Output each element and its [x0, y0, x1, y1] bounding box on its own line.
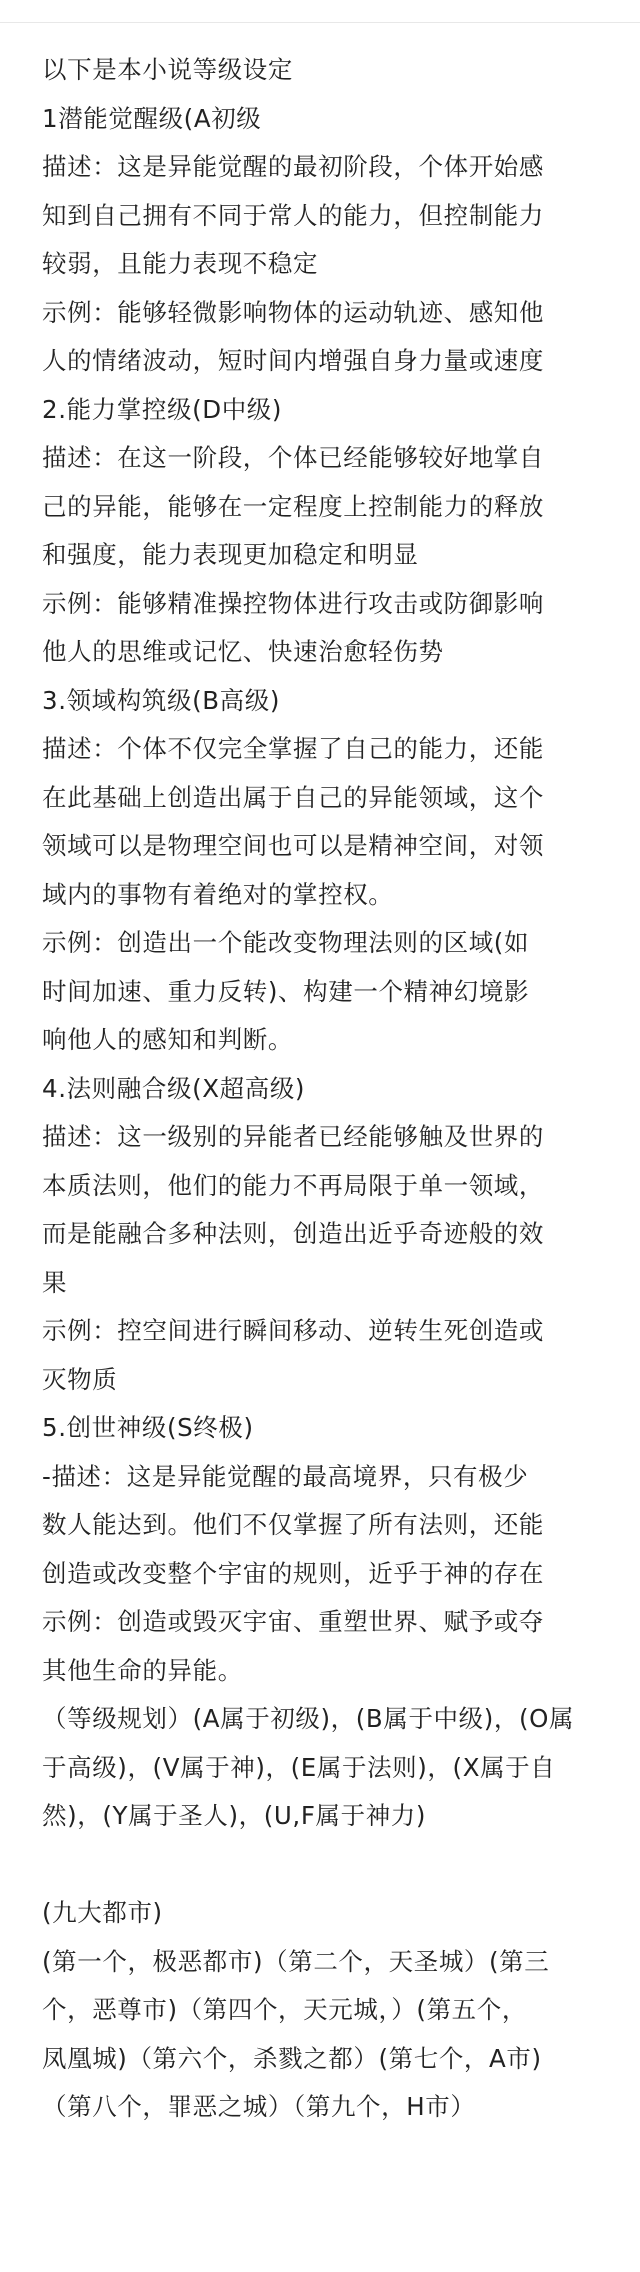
text-line: 和强度，能力表现更加稳定和明显 — [42, 540, 419, 569]
text-line: 示例：创造出一个能改变物理法则的区域(如 — [42, 928, 530, 957]
text-line: 1潜能觉醒级(A初级 — [42, 103, 262, 133]
text-line: (第一个，极恶都市)（第二个，天圣城）(第三 — [42, 1946, 550, 1976]
text-line: 知到自己拥有不同于常人的能力，但控制能力 — [42, 200, 544, 230]
text-line: (九大都市) — [42, 1898, 163, 1927]
text-line: 创造或改变整个宇宙的规则，近乎于神的存在 — [42, 1558, 544, 1588]
text-line: 灭物质 — [42, 1364, 118, 1394]
text-line: 果 — [42, 1267, 68, 1297]
text-line: 2.能力掌控级(D中级) — [42, 394, 283, 424]
top-divider — [0, 22, 640, 23]
text-line: 数人能达到。他们不仅掌握了所有法则，还能 — [42, 1510, 544, 1539]
text-line: 凤凰城)（第六个，杀戮之都）(第七个，A市) — [42, 2043, 542, 2073]
text-line: 人的情绪波动，短时间内增强自身力量或速度 — [42, 346, 544, 375]
text-line: 示例：创造或毁灭宇宙、重塑世界、赋予或夺 — [42, 1607, 544, 1636]
text-line: 时间加速、重力反转)、构建一个精神幻境影 — [42, 976, 530, 1006]
text-line: 响他人的感知和判断。 — [42, 1025, 293, 1054]
text-line: 描述：这一级别的异能者已经能够触及世界的 — [42, 1122, 544, 1151]
text-line: 示例：能够轻微影响物体的运动轨迹、感知他 — [42, 297, 544, 327]
text-line: 然)，(Y属于圣人)，(U,F属于神力) — [42, 1801, 427, 1830]
text-line: 示例：能够精准操控物体进行攻击或防御影响 — [42, 588, 544, 618]
text-line: 他人的思维或记忆、快速治愈轻伤势 — [42, 637, 444, 666]
text-line: 3.领域构筑级(B高级) — [42, 685, 280, 715]
text-line: 在此基础上创造出属于自己的异能领域，这个 — [42, 782, 544, 812]
text-line: （第八个，罪恶之城）（第九个，H市） — [42, 2092, 476, 2121]
text-line: 其他生命的异能。 — [42, 1655, 243, 1685]
text-line: 己的异能，能够在一定程度上控制能力的释放 — [42, 491, 544, 521]
text-line: 域内的事物有着绝对的掌控权。 — [42, 879, 394, 909]
text-line: 4.法则融合级(X超高级) — [42, 1073, 306, 1103]
text-line: 领域可以是物理空间也可以是精神空间，对领 — [42, 831, 544, 860]
blank-line — [42, 1841, 602, 1890]
text-line: 示例：控空间进行瞬间移动、逆转生死创造或 — [42, 1316, 544, 1345]
text-line: 描述：个体不仅完全掌握了自己的能力，还能 — [42, 734, 544, 763]
text-line: 而是能融合多种法则，创造出近乎奇迹般的效 — [42, 1219, 544, 1248]
text-line: 本质法则，他们的能力不再局限于单一领域， — [42, 1170, 544, 1200]
text-line: （等级规划）(A属于初级)，(B属于中级)，(O属 — [42, 1704, 575, 1733]
text-line: 描述：这是异能觉醒的最初阶段，个体开始感 — [42, 152, 544, 181]
text-line: 于高级)，(V属于神)，(E属于法则)，(X属于自 — [42, 1752, 556, 1782]
text-line: 个，恶尊市)（第四个，天元城，）(第五个， — [42, 1995, 527, 2024]
text-line: 描述：在这一阶段，个体已经能够较好地掌自 — [42, 443, 544, 472]
text-line: -描述：这是异能觉醒的最高境界，只有极少 — [42, 1461, 529, 1491]
text-line: 以下是本小说等级设定 — [42, 55, 293, 84]
note-body — [42, 46, 602, 2132]
text-line: 较弱，且能力表现不稳定 — [42, 249, 319, 278]
text-line: 5.创世神级(S终极) — [42, 1413, 254, 1442]
